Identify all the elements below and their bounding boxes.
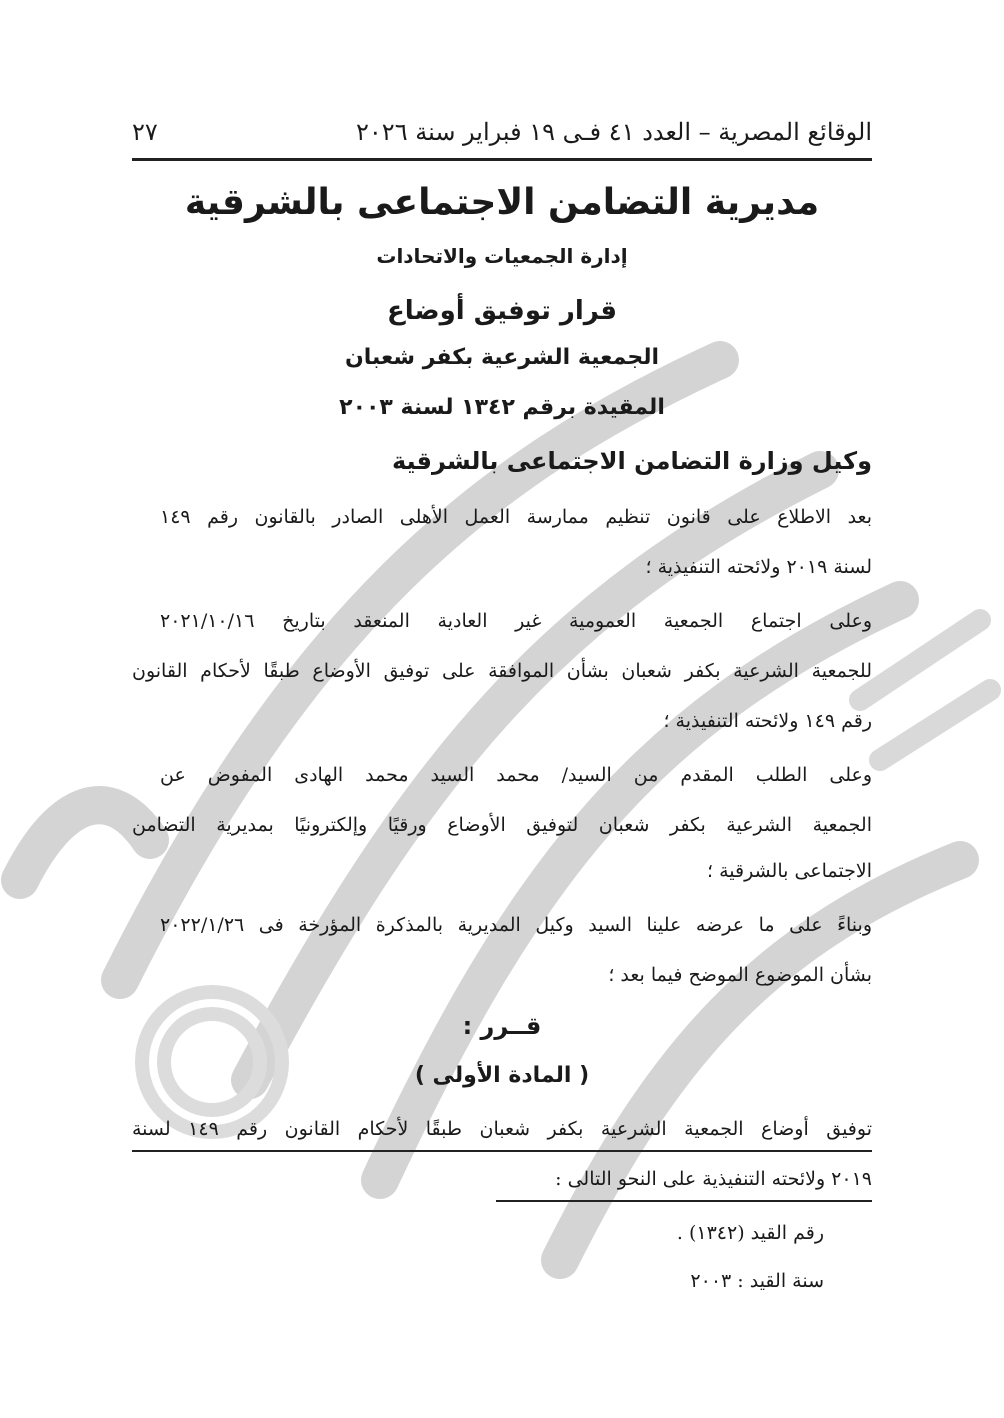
issuer-heading: وكيل وزارة التضامن الاجتماعى بالشرقية (391, 447, 872, 475)
gazette-issue: الوقائع المصرية – العدد ٤١ فـى ١٩ فبراير سنة ٢٠٢٦ (356, 118, 872, 146)
association-name: الجمعية الشرعية بكفر شعبان (345, 345, 659, 370)
header-rule (132, 158, 872, 161)
department-name: إدارة الجمعيات والاتحادات (376, 244, 628, 268)
registration-line: المقيدة برقم ١٣٤٢ لسنة ٢٠٠٣ (339, 395, 665, 420)
article-line: توفيق أوضاع الجمعية الشرعية بكفر شعبان طبقًا لأحكام القانون رقم ١٤٩ لسنة (132, 1118, 872, 1140)
paragraph-line: لسنة ٢٠١٩ ولائحته التنفيذية ؛ (645, 556, 872, 578)
paragraph-line: رقم ١٤٩ ولائحته التنفيذية ؛ (663, 710, 872, 732)
paragraph-line: وعلى اجتماع الجمعية العمومية غير العادية المنعقد بتاريخ ٢٠٢١/١٠/١٦ (160, 610, 872, 632)
underline (132, 1150, 872, 1152)
paragraph-line: بشأن الموضوع الموضح فيما بعد ؛ (608, 964, 872, 986)
article-line: ٢٠١٩ ولائحته التنفيذية على النحو التالى : (555, 1168, 872, 1190)
paragraph-line: للجمعية الشرعية بكفر شعبان بشأن الموافقة على توفيق الأوضاع طبقًا لأحكام القانون (132, 660, 872, 682)
paragraph-line: الجمعية الشرعية بكفر شعبان لتوفيق الأوضاع ورقيًا وإلكترونيًا بمديرية التضامن (132, 814, 872, 836)
document-title: مديرية التضامن الاجتماعى بالشرقية (184, 182, 820, 223)
decision-title: قرار توفيق أوضاع (386, 296, 618, 326)
paragraph-line: بعد الاطلاع على قانون تنظيم ممارسة العمل الأهلى الصادر بالقانون رقم ١٤٩ (160, 506, 872, 528)
decided-heading: قــرر : (462, 1012, 542, 1040)
paragraph-line: وعلى الطلب المقدم من السيد/ محمد السيد محمد الهادى المفوض عن (160, 764, 872, 786)
paragraph-line: الاجتماعى بالشرقية ؛ (707, 860, 872, 882)
page-number: ٢٧ (132, 118, 158, 146)
registration-year: سنة القيد : ٢٠٠٣ (690, 1270, 824, 1292)
underline (496, 1200, 872, 1202)
article-title: ( المادة الأولى ) (414, 1063, 590, 1088)
page-header (132, 118, 872, 146)
paragraph-line: وبناءً على ما عرضه علينا السيد وكيل المديرية بالمذكرة المؤرخة فى ٢٠٢٢/١/٢٦ (160, 914, 872, 936)
registration-number: رقم القيد (١٣٤٢) . (676, 1222, 824, 1244)
